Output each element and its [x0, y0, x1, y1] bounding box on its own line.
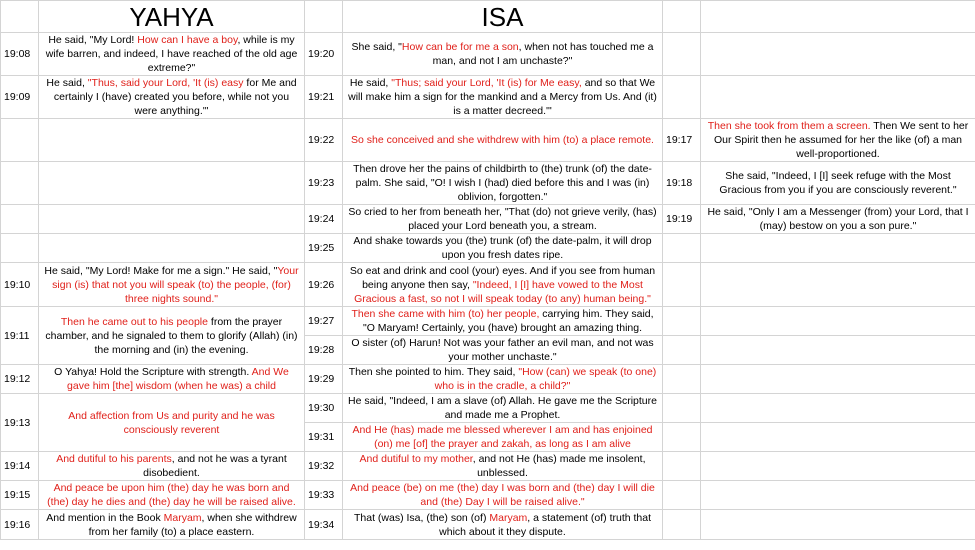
empty-cell[interactable] — [1, 205, 39, 234]
empty-cell[interactable] — [663, 336, 701, 365]
isa-verse-ref[interactable]: 19:34 — [305, 510, 343, 540]
empty-cell[interactable] — [701, 423, 975, 452]
table-row — [1, 452, 975, 481]
highlighted-text: "Indeed, I [I] have vowed to the Most Gracious a fast, so not I will speak today (to any) human being." — [354, 278, 651, 305]
table-row — [1, 263, 975, 307]
empty-cell[interactable] — [305, 1, 343, 33]
table-row — [1, 365, 975, 394]
verse-text-segment: , when not has touched me a man, and not I am unchaste?" — [432, 41, 654, 67]
isa-verse-text[interactable] — [343, 205, 663, 234]
yahya-verse-ref[interactable]: 19:14 — [1, 452, 39, 481]
isa-verse-text[interactable] — [343, 234, 663, 263]
isa-verse-text[interactable] — [343, 365, 663, 394]
highlighted-text: Then she came with him (to) her people, — [351, 308, 540, 320]
empty-cell[interactable] — [663, 1, 701, 33]
yahya-verse-text[interactable] — [39, 481, 305, 510]
verse-text-segment: So eat and drink and cool (your) eyes. And if you see from human being anyone then say, — [349, 264, 656, 291]
verse-text-segment: O sister (of) Harun! Not was your father an evil man, and not was your mother unchaste." — [351, 337, 654, 363]
maryam-verse-text[interactable] — [701, 162, 975, 205]
empty-cell[interactable] — [663, 365, 701, 394]
maryam-verse-text[interactable] — [701, 119, 975, 162]
verse-text-segment: And mention in the Book — [46, 511, 164, 524]
empty-cell[interactable] — [663, 234, 701, 263]
isa-verse-ref[interactable]: 19:21 — [305, 76, 343, 119]
isa-header[interactable]: ISA — [343, 1, 663, 33]
highlighted-text: And affection from Us and purity and he was consciously reverent — [68, 409, 275, 436]
highlighted-text: Your sign (is) that not you will speak (to) the people, (for) three nights sound." — [52, 264, 299, 305]
empty-cell[interactable] — [701, 336, 975, 365]
empty-cell[interactable] — [701, 394, 975, 423]
empty-cell[interactable] — [701, 452, 975, 481]
highlighted-text: And dutiful to his parents — [56, 453, 172, 465]
isa-verse-ref[interactable]: 19:33 — [305, 481, 343, 510]
highlighted-text: Then he came out to his people — [60, 315, 208, 328]
yahya-verse-text[interactable] — [39, 263, 305, 307]
empty-cell[interactable] — [663, 263, 701, 307]
verse-text-segment: He said, "My Lord! — [48, 34, 138, 46]
empty-cell[interactable] — [701, 234, 975, 263]
isa-verse-text[interactable] — [343, 33, 663, 76]
table-row — [1, 481, 975, 510]
isa-verse-text[interactable] — [343, 510, 663, 540]
isa-verse-ref[interactable]: 19:32 — [305, 452, 343, 481]
highlighted-text: Maryam — [489, 511, 528, 524]
verse-text-segment: He said, "My Lord! Make for me a sign." He said, " — [44, 264, 278, 277]
isa-verse-ref[interactable]: 19:28 — [305, 336, 343, 365]
verse-text-segment: , and not He (has) made me insolent, unblessed. — [472, 453, 646, 479]
highlighted-text: How can be for me a son — [401, 41, 519, 53]
empty-cell[interactable] — [663, 307, 701, 336]
table-row — [1, 205, 975, 234]
highlighted-text: Then she took from them a screen. — [707, 120, 871, 132]
isa-verse-text[interactable] — [343, 162, 663, 205]
yahya-verse-text[interactable] — [39, 33, 305, 76]
table-row — [1, 76, 975, 119]
isa-verse-ref[interactable]: 19:23 — [305, 162, 343, 205]
highlighted-text: So she conceived and she withdrew with him (to) a place remote. — [351, 134, 654, 146]
isa-verse-text[interactable] — [343, 263, 663, 307]
verse-text-segment: He said, "Indeed, I am a slave (of) Allah. He gave me the Scripture and made me a Prophet. — [348, 395, 657, 421]
yahya-verse-ref[interactable]: 19:10 — [1, 263, 39, 307]
yahya-verse-ref[interactable]: 19:08 — [1, 33, 39, 76]
maryam-verse-text[interactable] — [701, 205, 975, 234]
verse-text-segment: , while is my wife barren, and indeed, I have reached of the old age extreme?" — [45, 34, 298, 74]
header-row — [1, 1, 975, 33]
table-row — [1, 162, 975, 205]
verse-text-segment: , a statement (of) truth that which about it they dispute. — [439, 511, 652, 538]
empty-cell[interactable] — [663, 510, 701, 540]
isa-verse-text[interactable] — [343, 119, 663, 162]
verse-text-segment: , when she withdrew from her family (to) a place eastern. — [88, 511, 297, 538]
empty-cell[interactable] — [701, 481, 975, 510]
empty-cell[interactable] — [1, 162, 39, 205]
verse-text-segment: and so that We will make him a sign for the mankind and a Mercy from Us. And (it) is a matter decreed.'" — [348, 77, 657, 117]
empty-cell[interactable] — [663, 452, 701, 481]
yahya-verse-text[interactable] — [39, 510, 305, 540]
empty-cell[interactable] — [663, 423, 701, 452]
yahya-verse-ref[interactable]: 19:16 — [1, 510, 39, 540]
maryam-verse-ref[interactable]: 19:19 — [663, 205, 701, 234]
table-row — [1, 234, 975, 263]
highlighted-text: "Thus, said your Lord, 'It (is) easy — [87, 77, 244, 89]
verse-text-segment: She said, " — [351, 41, 402, 53]
empty-cell[interactable] — [1, 1, 39, 33]
isa-verse-text[interactable] — [343, 423, 663, 452]
maryam-verse-ref[interactable]: 19:17 — [663, 119, 701, 162]
highlighted-text: And dutiful to my mother — [359, 453, 473, 465]
verse-text-segment: She said, "Indeed, I [I] seek refuge with the Most Gracious from you if you are consciously reverent." — [719, 170, 957, 196]
table-row — [1, 33, 975, 76]
empty-cell[interactable] — [1, 119, 39, 162]
isa-verse-ref[interactable]: 19:22 — [305, 119, 343, 162]
isa-verse-ref[interactable]: 19:24 — [305, 205, 343, 234]
yahya-verse-text[interactable] — [39, 307, 305, 365]
verse-text-segment: , and not he was a tyrant disobedient. — [143, 453, 287, 479]
empty-cell[interactable] — [701, 365, 975, 394]
verse-text-segment: O Yahya! Hold the Scripture with strength. — [54, 366, 252, 378]
yahya-verse-text[interactable] — [39, 452, 305, 481]
isa-verse-ref[interactable]: 19:26 — [305, 263, 343, 307]
empty-cell[interactable] — [701, 76, 975, 119]
isa-verse-ref[interactable]: 19:31 — [305, 423, 343, 452]
empty-cell[interactable] — [39, 234, 305, 263]
isa-verse-text[interactable] — [343, 76, 663, 119]
empty-cell[interactable] — [701, 33, 975, 76]
empty-cell[interactable] — [701, 510, 975, 540]
empty-cell[interactable] — [663, 33, 701, 76]
empty-cell[interactable] — [1, 234, 39, 263]
verse-text-segment: So cried to her from beneath her, "That (do) not grieve verily, (has) placed your Lord beneath you, a stream. — [348, 206, 657, 232]
empty-cell[interactable] — [701, 1, 975, 33]
verse-text-segment: for Me and certainly I (have) created you before, while not you were anything.'" — [53, 77, 297, 117]
table-row — [1, 119, 975, 162]
yahya-verse-ref[interactable]: 19:15 — [1, 481, 39, 510]
empty-cell[interactable] — [701, 307, 975, 336]
empty-cell[interactable] — [39, 162, 305, 205]
yahya-verse-text[interactable] — [39, 76, 305, 119]
empty-cell[interactable] — [39, 205, 305, 234]
isa-verse-text[interactable] — [343, 481, 663, 510]
maryam-verse-ref[interactable]: 19:18 — [663, 162, 701, 205]
isa-verse-text[interactable] — [343, 307, 663, 336]
verse-text-segment: Then We sent to her Our Spirit then he assumed for her the like (of) a man well-proportioned. — [713, 120, 969, 160]
isa-verse-text[interactable] — [343, 452, 663, 481]
empty-cell[interactable] — [701, 263, 975, 307]
table-row — [1, 394, 975, 423]
yahya-header[interactable]: YAHYA — [39, 1, 305, 33]
highlighted-text: And We gave him [the] wisdom (when he was) a child — [67, 366, 289, 392]
yahya-verse-ref[interactable]: 19:12 — [1, 365, 39, 394]
verse-text-segment: carrying him. They said, "O Maryam! Certainly, you (have) brought an amazing thing. — [363, 308, 654, 334]
isa-verse-ref[interactable]: 19:27 — [305, 307, 343, 336]
highlighted-text: Maryam — [163, 511, 202, 524]
verse-text-segment: from the prayer chamber, and he signaled to them to glorify (Allah) (in) the morning and (in) the evening. — [45, 315, 298, 356]
isa-verse-ref[interactable]: 19:29 — [305, 365, 343, 394]
isa-verse-ref[interactable]: 19:20 — [305, 33, 343, 76]
highlighted-text: "How (can) we speak (to one) who is in the cradle, a child?" — [434, 366, 657, 392]
yahya-verse-ref[interactable]: 19:11 — [1, 307, 39, 365]
yahya-verse-ref[interactable]: 19:09 — [1, 76, 39, 119]
verse-text-segment: He said, — [46, 77, 88, 89]
empty-cell[interactable] — [663, 394, 701, 423]
empty-cell[interactable] — [39, 119, 305, 162]
verse-text-segment: He said, "Only I am a Messenger (from) your Lord, that I (may) bestow on you a son pure." — [707, 206, 969, 232]
yahya-verse-text[interactable] — [39, 365, 305, 394]
empty-cell[interactable] — [663, 76, 701, 119]
verse-text-segment: He said, — [349, 77, 392, 89]
verse-text-segment: And shake towards you (the) trunk (of) the date-palm, it will drop upon you fresh dates ripe. — [353, 235, 652, 261]
isa-verse-ref[interactable]: 19:30 — [305, 394, 343, 423]
isa-verse-text[interactable] — [343, 394, 663, 423]
highlighted-text: And peace be upon him (the) day he was born and (the) day he dies and (the) day he will be raised alive. — [47, 482, 296, 508]
verse-text-segment: Then she pointed to him. They said, — [348, 366, 519, 378]
isa-verse-ref[interactable]: 19:25 — [305, 234, 343, 263]
highlighted-text: And peace (be) on me (the) day I was born and (the) day I will die and (the) Day I will be raised alive." — [350, 482, 655, 508]
table-row — [1, 307, 975, 336]
yahya-verse-text[interactable] — [39, 394, 305, 452]
verse-text-segment: That (was) Isa, (the) son (of) — [353, 511, 490, 524]
highlighted-text: How can I have a boy — [137, 34, 238, 46]
table-row — [1, 510, 975, 540]
yahya-verse-ref[interactable]: 19:13 — [1, 394, 39, 452]
empty-cell[interactable] — [663, 481, 701, 510]
verse-text-segment: Then drove her the pains of childbirth to (the) trunk (of) the date-palm. She said, "O! I wish I (had) died before this and I was (in) oblivion, forgotten." — [353, 163, 652, 203]
highlighted-text: "Thus; said your Lord, 'It (is) for Me easy, — [391, 77, 582, 89]
highlighted-text: And He (has) made me blessed wherever I am and has enjoined (on) me [of] the prayer and zakah, as long as I am alive — [352, 424, 653, 450]
isa-verse-text[interactable] — [343, 336, 663, 365]
